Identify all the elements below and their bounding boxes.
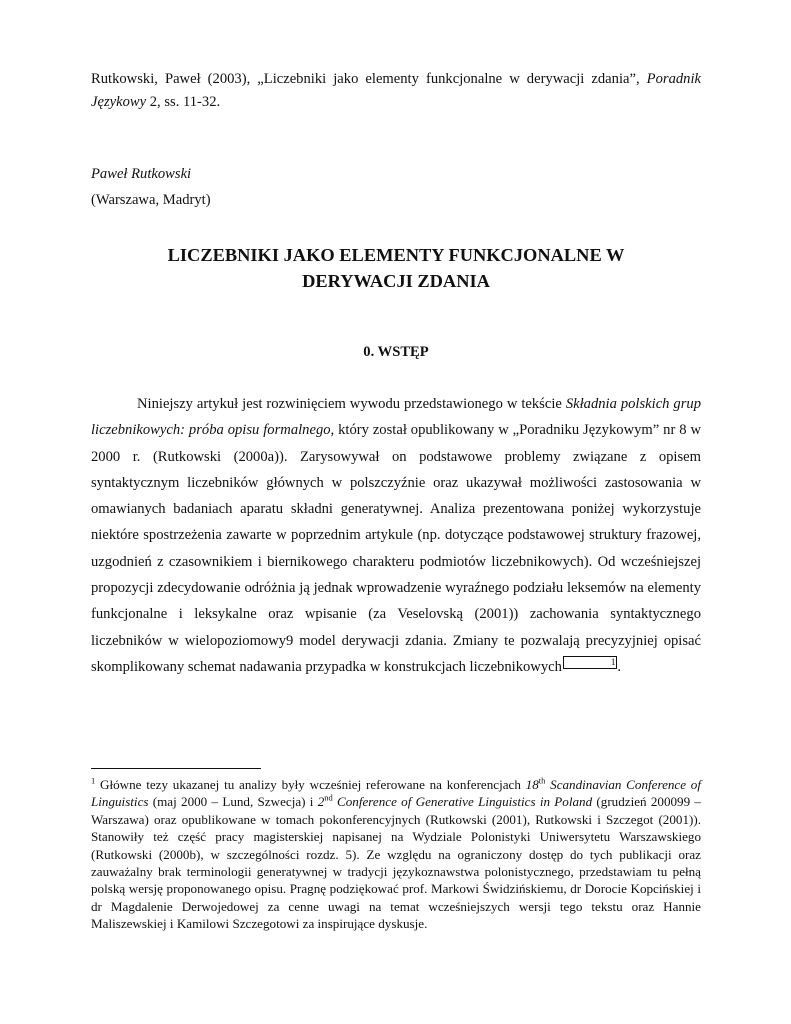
title-line-2: DERYWACJI ZDANIA bbox=[302, 271, 490, 291]
footnote-text-1: Główne tezy ukazanej tu analizy były wcześniej referowane na konferencjach bbox=[95, 777, 526, 792]
paper-title bbox=[91, 242, 701, 294]
footnote-conf2-num: 2 bbox=[317, 794, 325, 810]
body-text-start: Niniejszy artykuł jest rozwinięciem wywodu przedstawionego w tekście bbox=[137, 396, 566, 412]
title-line-1: LICZEBNIKI JAKO ELEMENTY FUNKCJONALNE W bbox=[167, 245, 625, 265]
footnote-text-2: (maj 2000 – Lund, Szwecja) i bbox=[148, 794, 318, 810]
body-text-rest: , który został opublikowany w „Poradniku Językowym” nr 8 w 2000 r. (Rutkowski (2000a)). Zarysowywał on podstawowe problemy związane z opisem syntaktycznym liczebników głównych w polszczyźnie oraz ukazywał możliwości zastosowania w omawianych badaniach aparatu składni generatywnej. Analiza prezentowana poniżej wykorzystuje niektóre spostrzeżenia zawarte w poprzednim artykule (np. dotyczące podstawowej struktury frazowej, uzgodnień z czasownikiem i biernikowego charakteru podmiotów liczebnikowych). Od wcześniejszej propozycji zdecydowanie odróżnia ją jednak wprowadzenie wyraźnego podziału leksemów na elementy funkcjonalne i leksykalne oraz wpisanie (za Veselovską (2001)) zachowania syntaktycznego liczebników w wielopoziomowy9 model derywacji zdania. Zmiany te pozwalają precyzyjniej opisać skomplikowany schemat nadawania przypadka w konstrukcjach liczebnikowych bbox=[91, 422, 701, 675]
body-text-end: . bbox=[617, 658, 622, 675]
footnote-number: 1 bbox=[91, 775, 96, 786]
author-name: Paweł Rutkowski bbox=[91, 166, 192, 182]
footnote-text-3: (grudzień 200099 – Warszawa) oraz opublikowane w tomach pokonferencyjnych (Rutkowski (2001), Rutkowski i Szczegot (2001)). Stanowiły też część pracy magisterskiej napisanej na Wydziale Polonistyki Uniwersytetu Warszawskiego (Rutkowski (2000b), w szczególności rozdz. 5). Ze względu na ograniczony dostęp do tych publikacji oraz zauważalny brak terminologii generatywnej w tradycji językoznawstwa polonistycznego, przedstawiam tu pełną polską wersję proponowanego opisu. Pragnę podziękować prof. Markowi Świdzińskiemu, dr Dorocie Kopcińskiej i dr Magdalenie Derwojedowej za cenne uwagi na temat wcześniejszych wersji tego tekstu oraz Hannie Maliszewskiej i Kamilowi Szczegotowi za inspirujące dyskusje. bbox=[91, 794, 701, 932]
footnote-divider bbox=[91, 768, 261, 769]
footnote-conf1-name: Scandinavian Conference of Linguistics bbox=[91, 777, 701, 810]
citation-text: Rutkowski, Paweł (2003), „Liczebniki jako elementy funkcjonalne w derywacji zdania”, bbox=[91, 71, 647, 87]
citation-issue: 2, ss. 11-32. bbox=[146, 94, 221, 110]
footnote-conf1-num: 18 bbox=[525, 777, 539, 792]
body-italic-title: Składnia polskich grup liczebnikowych: próba opisu formalnego bbox=[91, 396, 701, 439]
footnote bbox=[91, 776, 701, 933]
body-paragraph bbox=[91, 391, 701, 680]
footnote-conf2-name: Conference of Generative Linguistics in Poland bbox=[332, 794, 593, 810]
citation-journal: Poradnik Językowy bbox=[91, 71, 701, 110]
author-affiliation: (Warszawa, Madryt) bbox=[91, 192, 211, 208]
section-heading: 0. WSTĘP bbox=[363, 344, 429, 360]
footnote-conf1-ord: th bbox=[538, 775, 546, 786]
footnote-reference[interactable]: 1 bbox=[563, 656, 618, 669]
footnote-conf2-ord: nd bbox=[324, 793, 333, 804]
citation bbox=[91, 68, 701, 114]
